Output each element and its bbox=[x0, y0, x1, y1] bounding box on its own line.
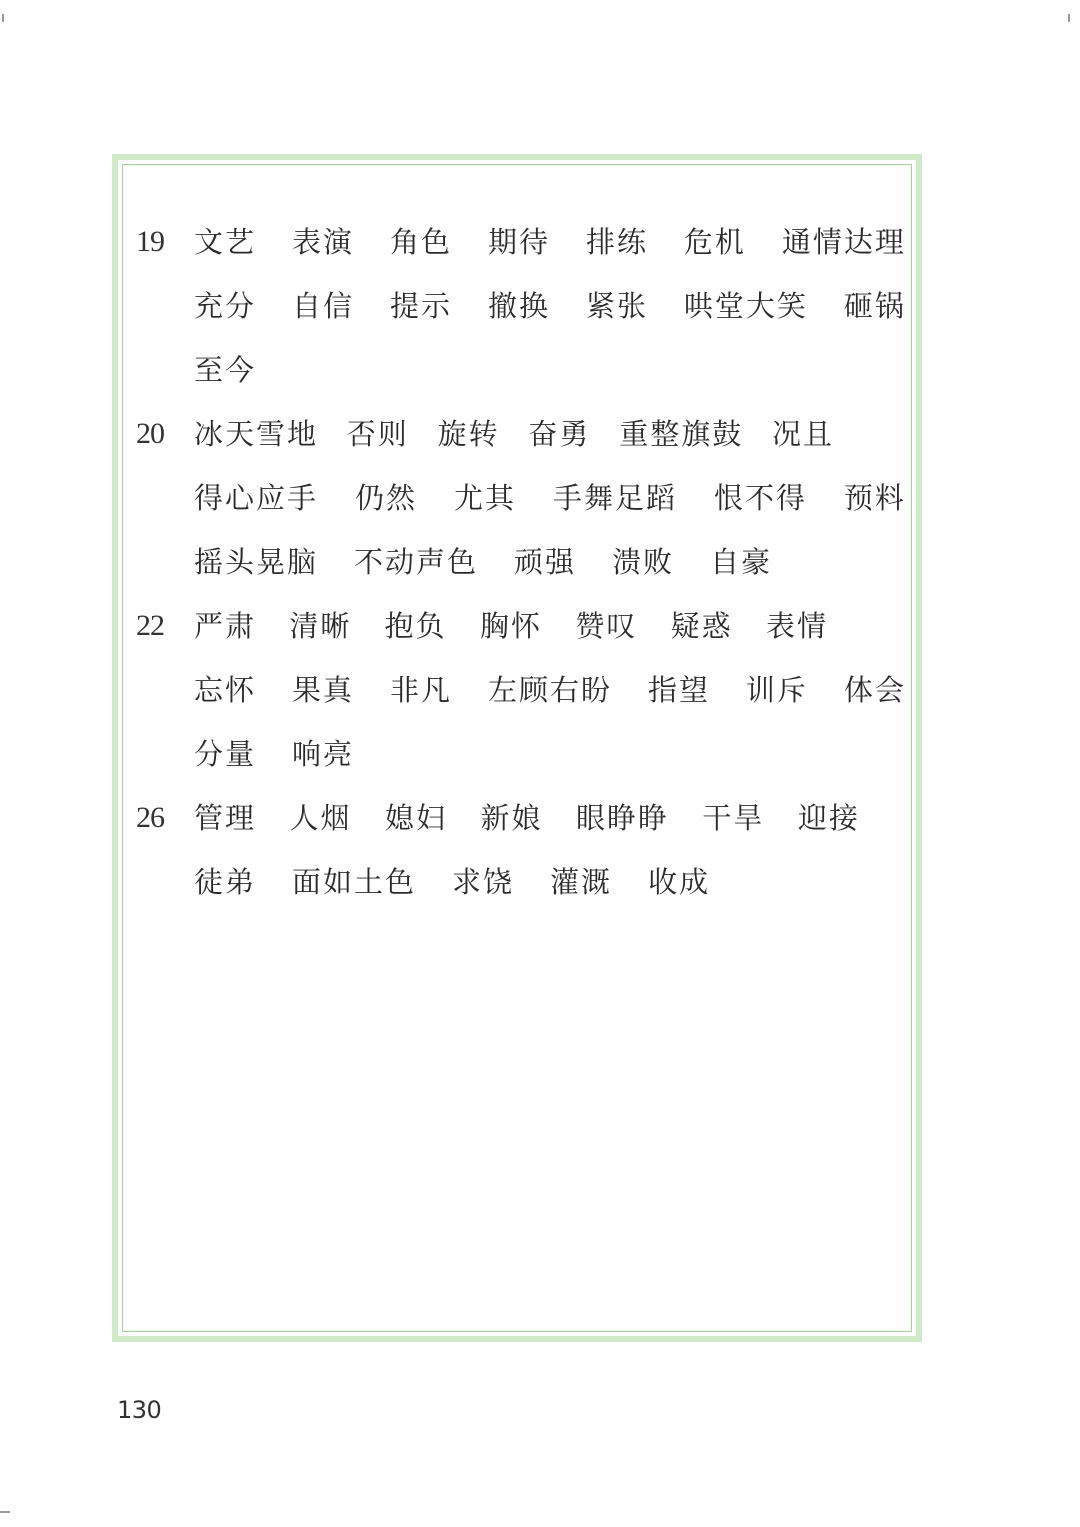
word: 严肃 bbox=[194, 609, 257, 643]
word: 况且 bbox=[771, 417, 834, 451]
page-number: 130 bbox=[117, 1396, 162, 1424]
word: 抱负 bbox=[384, 609, 447, 643]
word: 仍然 bbox=[354, 481, 417, 515]
word-line bbox=[194, 402, 834, 466]
word: 砸锅 bbox=[843, 289, 906, 323]
word: 手舞足蹈 bbox=[552, 481, 677, 515]
word: 徒弟 bbox=[194, 865, 257, 899]
word: 撤换 bbox=[487, 289, 550, 323]
word: 摇头晃脑 bbox=[194, 545, 319, 579]
word: 奋勇 bbox=[528, 417, 591, 451]
unit-26 bbox=[136, 786, 906, 914]
word: 恨不得 bbox=[713, 481, 807, 515]
word-line bbox=[194, 210, 906, 274]
unit-19 bbox=[136, 210, 906, 402]
word-line bbox=[194, 594, 828, 658]
word: 表演 bbox=[291, 225, 354, 259]
word: 得心应手 bbox=[194, 481, 319, 515]
word: 迎接 bbox=[797, 801, 860, 835]
word: 新娘 bbox=[480, 801, 543, 835]
word: 预料 bbox=[843, 481, 906, 515]
word: 面如土色 bbox=[292, 865, 417, 899]
word: 至今 bbox=[194, 353, 257, 387]
vocabulary-list bbox=[136, 210, 906, 914]
word: 干旱 bbox=[702, 801, 765, 835]
word: 通情达理 bbox=[781, 225, 906, 259]
word: 期待 bbox=[487, 225, 550, 259]
word: 果真 bbox=[291, 673, 354, 707]
word: 疑惑 bbox=[670, 609, 733, 643]
unit-number: 22 bbox=[136, 609, 164, 642]
word: 哄堂大笑 bbox=[683, 289, 808, 323]
word: 左顾右盼 bbox=[487, 673, 612, 707]
word-line bbox=[194, 658, 906, 722]
word: 求饶 bbox=[452, 865, 515, 899]
word: 文艺 bbox=[194, 225, 257, 259]
word: 不动声色 bbox=[354, 545, 479, 579]
unit-number: 19 bbox=[136, 225, 164, 258]
word-line bbox=[194, 722, 906, 786]
word-line bbox=[194, 338, 906, 402]
word: 清晰 bbox=[289, 609, 352, 643]
word: 忘怀 bbox=[194, 673, 257, 707]
word: 分量 bbox=[194, 737, 257, 771]
word: 胸怀 bbox=[479, 609, 542, 643]
crop-mark-top-right bbox=[1068, 14, 1070, 22]
unit-number: 26 bbox=[136, 801, 164, 834]
word: 顽强 bbox=[514, 545, 577, 579]
word: 收成 bbox=[648, 865, 711, 899]
word: 重整旗鼓 bbox=[619, 417, 744, 451]
word: 管理 bbox=[194, 801, 257, 835]
word-line bbox=[194, 786, 860, 850]
word: 体会 bbox=[843, 673, 906, 707]
word: 表情 bbox=[765, 609, 828, 643]
word: 眼睁睁 bbox=[575, 801, 669, 835]
word: 媳妇 bbox=[384, 801, 447, 835]
word: 排练 bbox=[585, 225, 648, 259]
word: 自信 bbox=[291, 289, 354, 323]
unit-words bbox=[194, 210, 906, 402]
word: 尤其 bbox=[453, 481, 516, 515]
word: 溃败 bbox=[612, 545, 675, 579]
unit-words bbox=[194, 786, 906, 914]
unit-22 bbox=[136, 594, 906, 786]
word: 否则 bbox=[346, 417, 409, 451]
crop-mark-top-left bbox=[2, 14, 4, 22]
word-line bbox=[194, 530, 906, 594]
word: 灌溉 bbox=[550, 865, 613, 899]
word-line bbox=[194, 274, 906, 338]
unit-words bbox=[194, 402, 906, 594]
word: 充分 bbox=[194, 289, 257, 323]
word: 非凡 bbox=[389, 673, 452, 707]
word: 旋转 bbox=[437, 417, 500, 451]
unit-words bbox=[194, 594, 906, 786]
crop-mark-bottom-left bbox=[0, 1511, 10, 1513]
word: 指望 bbox=[647, 673, 710, 707]
word: 提示 bbox=[389, 289, 452, 323]
unit-number: 20 bbox=[136, 417, 164, 450]
word: 赞叹 bbox=[575, 609, 638, 643]
word: 角色 bbox=[389, 225, 452, 259]
word: 训斥 bbox=[745, 673, 808, 707]
word: 响亮 bbox=[292, 737, 355, 771]
word-line bbox=[194, 466, 906, 530]
unit-20 bbox=[136, 402, 906, 594]
word: 紧张 bbox=[585, 289, 648, 323]
word: 自豪 bbox=[710, 545, 773, 579]
word: 人烟 bbox=[289, 801, 352, 835]
word: 冰天雪地 bbox=[194, 417, 319, 451]
word: 危机 bbox=[683, 225, 746, 259]
word-line bbox=[194, 850, 906, 914]
